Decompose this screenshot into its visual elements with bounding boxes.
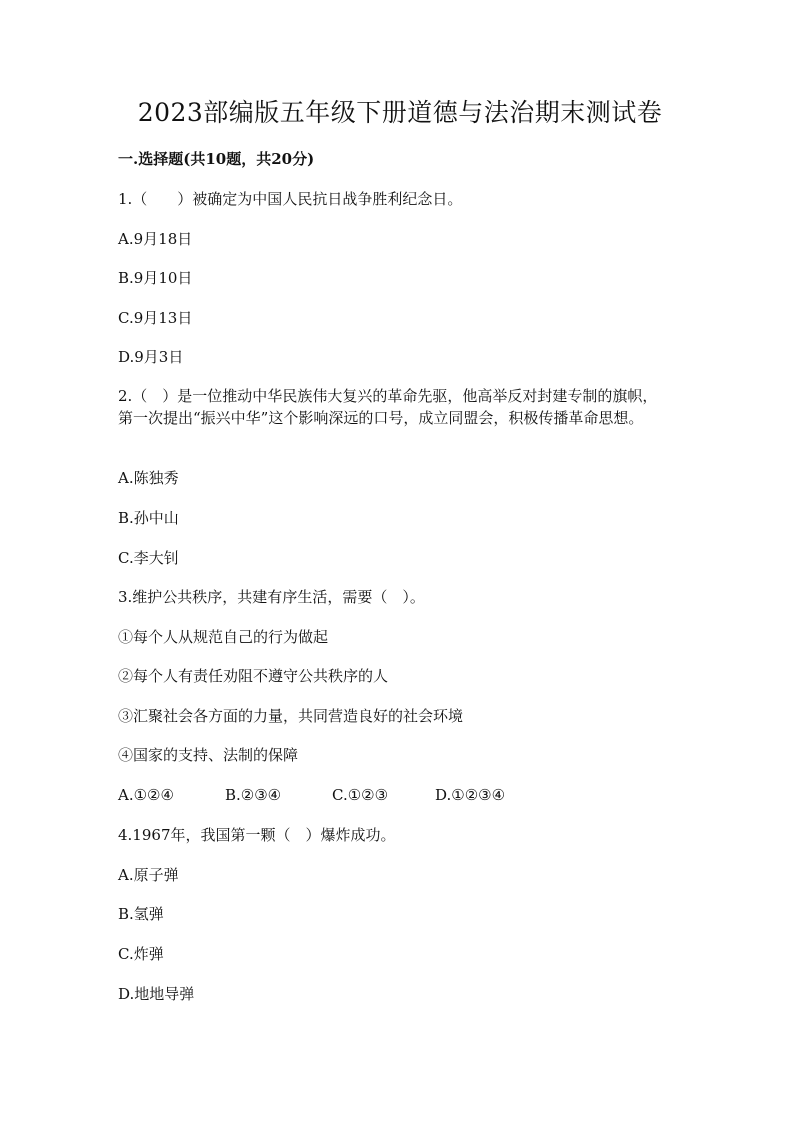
question-4-option-a[interactable]: A.原子弹 — [118, 866, 179, 884]
question-3-option-a[interactable]: A.①②④ — [118, 786, 174, 804]
question-3-item-2: ②每个人有责任劝阻不遵守公共秩序的人 — [118, 667, 389, 685]
question-1-stem: 1.（ ）被确定为中国人民抗日战争胜利纪念日。 — [118, 190, 463, 208]
question-4-stem: 4.1967年，我国第一颗（ ）爆炸成功。 — [118, 826, 396, 844]
question-3-options — [118, 784, 505, 806]
question-3-item-3: ③汇聚社会各方面的力量，共同营造良好的社会环境 — [118, 707, 464, 725]
question-1-option-d[interactable]: D.9月3日 — [118, 348, 184, 366]
question-3-option-c[interactable]: C.①②③ — [332, 786, 389, 804]
question-3-item-4: ④国家的支持、法制的保障 — [118, 746, 299, 764]
question-3-option-b[interactable]: B.②③④ — [225, 786, 282, 804]
question-3-option-d[interactable]: D.①②③④ — [435, 786, 506, 804]
question-2-option-c[interactable]: C.李大钊 — [118, 549, 179, 567]
question-4-option-c[interactable]: C.炸弹 — [118, 945, 164, 963]
exam-title: 2023部编版五年级下册道德与法治期末测试卷 — [137, 98, 663, 127]
question-2-option-a[interactable]: A.陈独秀 — [118, 469, 179, 487]
question-3-item-1: ①每个人从规范自己的行为做起 — [118, 628, 329, 646]
question-2-option-b[interactable]: B.孙中山 — [118, 509, 179, 527]
question-1-option-c[interactable]: C.9月13日 — [118, 309, 193, 327]
question-2-stem: 2.（ ）是一位推动中华民族伟大复兴的革命先驱，他高举反对封建专制的旗帜，第一次提出“振兴中华”这个影响深远的口号，成立同盟会，积极传播革命思想。 — [118, 387, 658, 427]
question-4-option-b[interactable]: B.氢弹 — [118, 905, 164, 923]
question-4-option-d[interactable]: D.地地导弹 — [118, 985, 195, 1003]
section-heading: 一.选择题(共10题，共20分) — [118, 150, 315, 168]
question-1-option-b[interactable]: B.9月10日 — [118, 269, 193, 287]
question-1-option-a[interactable]: A.9月18日 — [118, 230, 193, 248]
question-3-stem: 3.维护公共秩序，共建有序生活，需要（ ）。 — [118, 588, 425, 606]
